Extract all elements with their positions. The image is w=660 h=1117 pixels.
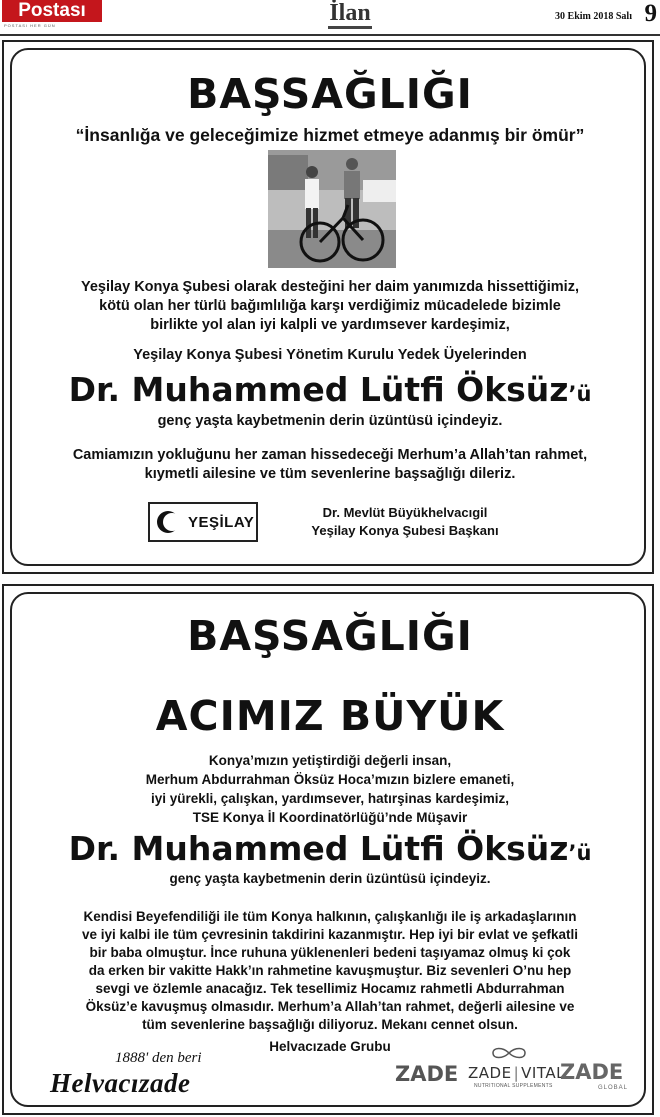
- zade-global-subtitle: GLOBAL: [598, 1085, 629, 1091]
- ad1-para2-line2: kıymetli ailesine ve tüm sevenlerine başsağlığı dileriz.: [144, 466, 516, 482]
- ad2-body-line7: tüm sevenlerine başsağlığı diliyoruz. Mekanı cennet olsun.: [142, 1017, 518, 1032]
- ad2-name-suffix: ’ü: [568, 841, 592, 865]
- ad1-name-text: Dr. Muhammed Lütfi Öksüz: [68, 370, 569, 409]
- ad2-signature: Helvacızade Grubu: [269, 1039, 391, 1054]
- ad1-signer-title: Yeşilay Konya Şubesi Başkanı: [311, 523, 499, 538]
- section-title: İlan: [329, 0, 371, 26]
- crescent-icon: [155, 509, 181, 535]
- ad2-body-line5: sevgi ve özlemle anacağız. Tek tesellimiz Hocamız rahmetli Abdurrahman: [95, 981, 565, 996]
- ad2-body-line2: ve iyi kalbi ile tüm çevresinin takdirini kazanmıştır. Hep iyi bir evlat ve şefkatli: [82, 927, 578, 942]
- ad2-body-line4: da erken bir vakitte Hakk’ın rahmetine kavuşmuştur. Biz sevenleri O’nu hep: [88, 963, 572, 978]
- ad2-intro-line4: TSE Konya İl Koordinatörlüğü’nde Müşavir: [192, 810, 468, 825]
- newspaper-logo: Postası: [2, 0, 102, 22]
- zade-vital-subtitle: NUTRITIONAL SUPPLEMENTS: [474, 1083, 553, 1089]
- photo-illustration: [268, 150, 396, 268]
- newspaper-logo-subtitle: POSTASI HER GÜN: [4, 23, 56, 28]
- ad1-para1-line3: birlikte yol alan iyi kalpli ve yardımsever kardeşimiz,: [150, 317, 510, 333]
- ad2-title: BAŞSAĞLIĞI: [187, 612, 473, 660]
- zade-vital-logo: ZADE | VITAL: [468, 1064, 565, 1082]
- ad1-signer-name: Dr. Mevlüt Büyükhelvacıgil: [322, 505, 488, 520]
- ad2-body-line3: bir baba olmuştur. İnce ruhuna yüklenenleri bedeni taşıyamaz olmuş ki çok: [89, 945, 571, 960]
- page-number: 9: [644, 0, 657, 27]
- ad1-loss-line: genç yaşta kaybetmenin derin üzüntüsü içindeyiz.: [157, 413, 503, 429]
- ad2-name-text: Dr. Muhammed Lütfi Öksüz: [68, 829, 569, 868]
- page-header: [0, 0, 660, 34]
- zade-vital-part1: ZADE: [468, 1064, 512, 1082]
- ad2-intro-line1: Konya’mızın yetiştirdiği değerli insan,: [208, 753, 452, 768]
- ad2-body-line1: Kendisi Beyefendiliği ile tüm Konya halkının, çalışkanlığı ile iş arkadaşlarının: [83, 909, 577, 924]
- issue-date: 30 Ekim 2018 Salı: [555, 11, 632, 22]
- yesilay-logo: [148, 502, 258, 542]
- ad1-quote: “İnsanlığa ve geleceğimize hizmet etmeye adanmış bir ömür”: [75, 125, 585, 145]
- ad1-deceased-name: [0, 371, 660, 413]
- ad1-para1-line1: Yeşilay Konya Şubesi olarak desteğini her daim yanımızda hissettiğimiz,: [80, 279, 579, 295]
- ad2-body-line6: Öksüz’e kavuşmuş olmasıdır. Merhum’a Allah’tan rahmet, değerli ailesine ve: [85, 999, 575, 1014]
- ad2-deceased-name: [0, 830, 660, 872]
- header-rule: [0, 34, 660, 36]
- ad1-role: Yeşilay Konya Şubesi Yönetim Kurulu Yedek Üyelerinden: [133, 347, 527, 363]
- ad1-name-suffix: ’ü: [568, 382, 592, 406]
- helvacizade-name: Helvacızade: [50, 1068, 191, 1098]
- section-underline: [328, 26, 372, 29]
- helvacizade-since: 1888' den beri: [115, 1050, 202, 1066]
- ad1-title: BAŞSAĞLIĞI: [187, 70, 473, 118]
- ad2-intro-line3: iyi yürekli, çalışkan, yardımsever, hatırşinas kardeşimiz,: [151, 791, 509, 806]
- helvacizade-logo: [40, 1050, 230, 1098]
- ad1-para1-line2: kötü olan her türlü bağımlılığa karşı verdiğimiz mücadelede bizimle: [99, 298, 561, 314]
- zade-vital-part2: VITAL: [521, 1064, 565, 1082]
- infinity-icon: [487, 1046, 531, 1060]
- zade-logo: ZADE: [395, 1062, 459, 1086]
- ad2-headline: ACIMIZ BÜYÜK: [155, 692, 505, 740]
- yesilay-logo-text: YEŞİLAY: [188, 514, 255, 531]
- ad1-para2-line1: Camiamızın yokluğunu her zaman hissedeceği Merhum’a Allah’tan rahmet,: [72, 447, 588, 463]
- zade-global-logo: ZADE: [560, 1060, 624, 1084]
- ad2-loss-line: genç yaşta kaybetmenin derin üzüntüsü içindeyiz.: [169, 871, 491, 886]
- ad2-intro-line2: Merhum Abdurrahman Öksüz Hoca’mızın bizlere emaneti,: [145, 772, 515, 787]
- deceased-photo: [268, 150, 396, 268]
